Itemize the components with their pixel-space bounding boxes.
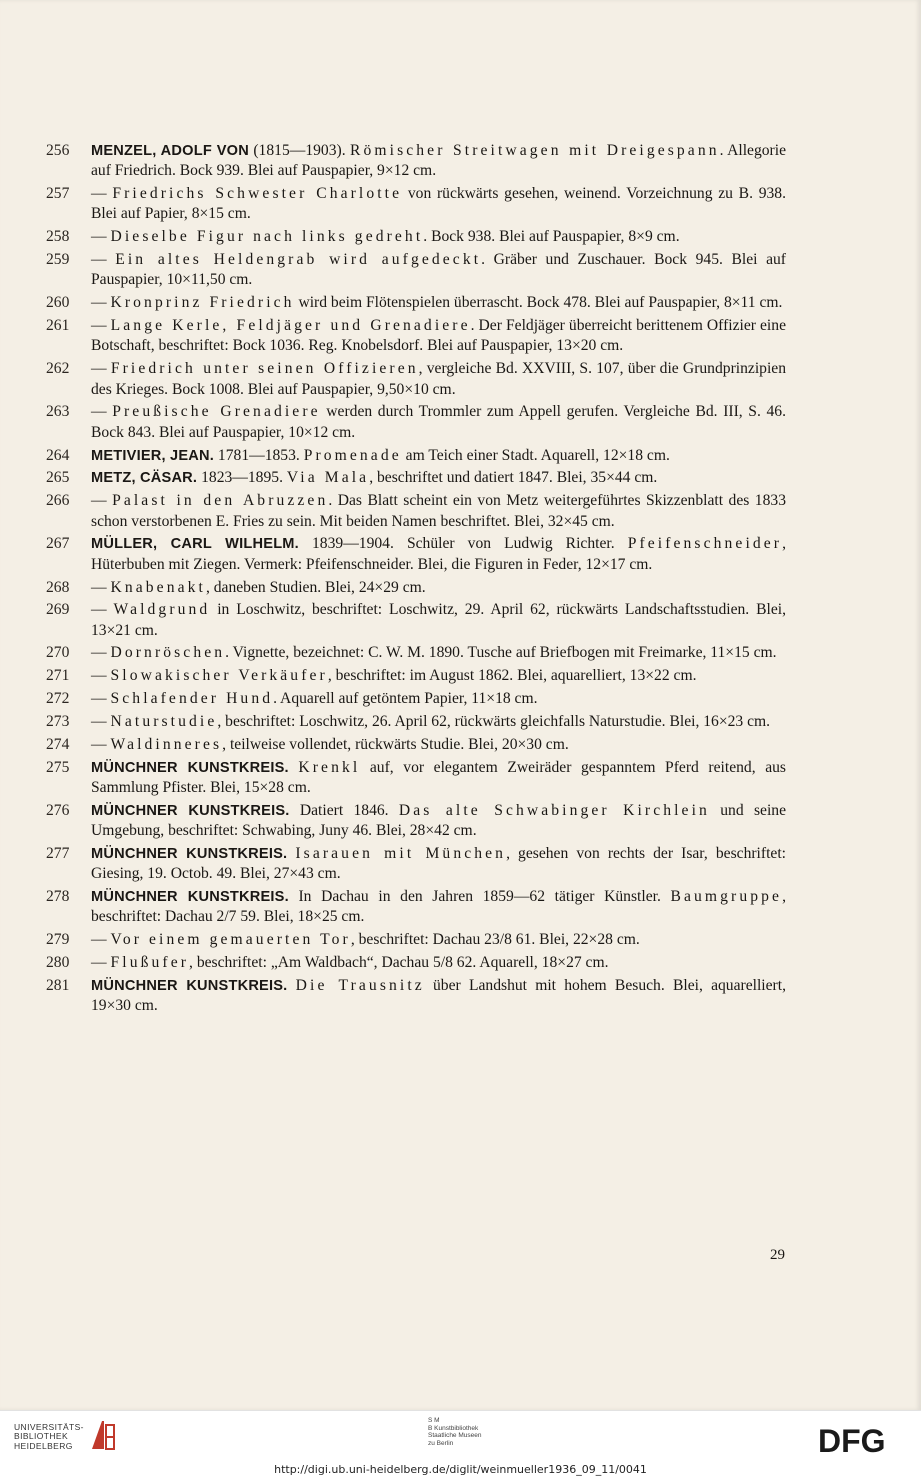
entry-description: 1781—1853. <box>217 446 304 464</box>
page-url-link[interactable]: http://digi.ub.uni-heidelberg.de/diglit/weinmueller1936_09_11/0041 <box>274 1463 647 1476</box>
entry-description: — <box>91 713 111 731</box>
entry-number: 270 <box>46 644 70 662</box>
entry-description: — <box>91 578 111 596</box>
entry-number: 271 <box>46 667 70 685</box>
catalog-entry <box>46 227 786 247</box>
entry-number: 277 <box>46 844 70 862</box>
entry-description: — <box>91 492 113 510</box>
catalog-entry <box>46 184 786 225</box>
entry-description: , gesehen von rechts der Isar, beschriftet: Giesing, 19. Octob. 49. Blei, 27×43 cm. <box>91 844 786 883</box>
entry-description: . Vignette, bezeichnet: C. W. M. 1890. Tusche auf Briefbogen mit Freimarke, 11×15 cm. <box>225 644 777 662</box>
entry-number: 266 <box>46 492 70 510</box>
work-title: Naturstudie <box>110 713 218 731</box>
catalog-entry <box>46 689 786 709</box>
entry-number: 262 <box>46 360 70 378</box>
heidelberg-library-icon <box>90 1419 116 1455</box>
entry-description: auf, vor elegantem Zweiräder gespanntem Pferd reitend, aus Sammlung Pfister. Blei, 15×28 cm. <box>91 758 786 796</box>
work-title: Vor einem gemauerten Tor <box>110 931 351 949</box>
catalog-entry <box>46 666 786 686</box>
entry-number: 260 <box>46 294 70 312</box>
work-title: Krenkl <box>298 758 361 776</box>
entry-number: 273 <box>46 713 70 731</box>
entry-number: 269 <box>46 601 70 619</box>
stamp-line: B Kunstbibliothek <box>428 1424 479 1432</box>
entry-description: — <box>91 601 114 619</box>
artist-name: MÜNCHNER KUNSTKREIS. <box>91 977 288 994</box>
work-title: Lange Kerle, Feldjäger und Grenadiere <box>110 317 471 335</box>
catalog-entry <box>46 976 786 1017</box>
artist-name: METIVIER, JEAN. <box>91 447 215 464</box>
entry-description: — <box>91 403 113 421</box>
entry-description: — <box>91 667 111 685</box>
catalog-entries <box>46 141 786 1019</box>
entry-description: , beschriftet: „Am Waldbach“, Dachau 5/8 62. Aquarell, 18×27 cm. <box>189 954 609 972</box>
entry-description: , teilweise vollendet, rückwärts Studie. Blei, 20×30 cm. <box>222 735 569 753</box>
artist-name: MÜLLER, CARL WILHELM. <box>91 536 299 553</box>
catalog-entry <box>46 141 786 182</box>
work-title: Die Trausnitz <box>295 976 425 994</box>
entry-description: — <box>91 294 111 312</box>
entry-description: — <box>91 228 111 246</box>
work-title: Flußufer <box>110 954 190 972</box>
work-title: Pfeifenschneider <box>627 535 783 553</box>
entry-description: — <box>91 954 111 972</box>
catalog-entry <box>46 930 786 950</box>
catalog-entry <box>46 446 786 466</box>
entry-description: (1815—1903). <box>253 142 351 159</box>
entry-description: — <box>91 690 111 708</box>
catalog-entry <box>46 359 786 400</box>
catalog-entry <box>46 402 786 443</box>
entry-description: Datiert 1846. <box>299 801 399 819</box>
catalog-entry <box>46 293 786 313</box>
work-title: Waldinneres <box>110 735 223 753</box>
entry-number: 257 <box>46 185 70 203</box>
entry-description: , beschriftet: im August 1862. Blei, aquarelliert, 13×22 cm. <box>327 667 697 685</box>
entry-number: 261 <box>46 317 70 335</box>
entry-number: 276 <box>46 801 70 819</box>
entry-description: , beschriftet: Dachau 2/7 59. Blei, 18×25 cm. <box>91 888 786 926</box>
library-name-line: UNIVERSITÄTS- <box>14 1421 84 1432</box>
catalog-entry <box>46 491 786 532</box>
artist-name: MÜNCHNER KUNSTKREIS. <box>91 845 288 862</box>
entry-description: , vergleiche Bd. XXVIII, S. 107, über die Grundprinzipien des Krieges. Bock 1008. Blei auf Pauspapier, 9,50×10 cm. <box>91 360 786 398</box>
entry-number: 281 <box>46 976 70 994</box>
entry-number: 265 <box>46 469 70 487</box>
entry-description: . Allegorie auf Friedrich. Bock 939. Blei auf Pauspapier, 9×12 cm. <box>91 142 786 180</box>
entry-description: 1839—1904. Schüler von Ludwig Richter. <box>312 535 628 553</box>
entry-description: , Hüterbuben mit Ziegen. Vermerk: Pfeifenschneider. Blei, die Figuren in Feder, 12×17 cm. <box>91 535 786 573</box>
work-title: Dornröschen <box>110 644 226 662</box>
stamp-line: S M <box>428 1417 440 1424</box>
work-title: Dieselbe Figur nach links gedreht <box>110 228 424 246</box>
work-title: Baumgruppe <box>670 888 783 906</box>
work-title: Römischer Streitwagen mit Dreigespann <box>350 142 720 159</box>
catalog-entry <box>46 316 786 357</box>
entry-description: . Der Feldjäger überreicht berittenem Offizier eine Botschaft, beschriftet: Bock 1036. Reg. Knobelsdorf. Blei auf Pauspapier, 13×20 cm. <box>91 317 786 355</box>
entry-description: , beschriftet: Loschwitz, 26. April 62, rückwärts gleichfalls Naturstudie. Blei, 16×23 cm. <box>217 713 771 731</box>
catalog-entry <box>46 735 786 755</box>
entry-number: 268 <box>46 578 70 596</box>
entry-description: am Teich einer Stadt. Aquarell, 12×18 cm. <box>401 446 670 464</box>
work-title: Schlafender Hund <box>110 690 274 708</box>
work-title: Das alte Schwabinger Kirchlein <box>398 801 710 819</box>
catalog-entry <box>46 534 786 575</box>
entry-description: — <box>91 317 111 335</box>
entry-description: über Landshut mit hohem Besuch. Blei, aquarelliert, 19×30 cm. <box>91 976 786 1015</box>
library-name-line: HEIDELBERG <box>14 1440 73 1451</box>
entry-description: — <box>91 185 113 203</box>
entry-number: 259 <box>46 251 70 269</box>
work-title: Via Mala <box>286 469 370 487</box>
work-title: Preußische Grenadiere <box>112 403 321 421</box>
entry-description: In Dachau in den Jahren 1859—62 tätiger Künstler. <box>298 888 671 906</box>
work-title: Isarauen mit München <box>295 844 507 862</box>
entry-description: — <box>91 251 116 269</box>
entry-number: 256 <box>46 142 70 159</box>
artist-name: MÜNCHNER KUNSTKREIS. <box>91 889 289 906</box>
entry-number: 263 <box>46 403 70 421</box>
library-name <box>14 1423 84 1452</box>
dfg-logo[interactable] <box>818 1425 908 1459</box>
catalog-entry <box>46 758 786 799</box>
artist-name: MÜNCHNER KUNSTKREIS. <box>91 759 289 776</box>
work-title: Slowakischer Verkäufer <box>110 667 328 685</box>
artist-name: MÜNCHNER KUNSTKREIS. <box>91 802 290 819</box>
entry-description: , beschriftet und datiert 1847. Blei, 35×44 cm. <box>369 469 658 487</box>
stamp-line: Staatliche Museen <box>428 1432 482 1439</box>
entry-description: — <box>91 360 111 378</box>
work-title: Ein altes Heldengrab wird aufgedeckt <box>115 251 482 269</box>
library-name-line: BIBLIOTHEK <box>14 1431 69 1442</box>
artist-name: METZ, CÄSAR. <box>91 470 198 487</box>
work-title: Kronprinz Friedrich <box>110 294 295 312</box>
entry-description: . Aquarell auf getöntem Papier, 11×18 cm. <box>273 690 538 708</box>
entry-description: — <box>91 735 111 753</box>
catalog-entry <box>46 600 786 641</box>
entry-description: werden durch Trommler zum Appell gerufen. Vergleiche Bd. III, S. 46. Bock 843. Blei auf Pauspapier, 10×12 cm. <box>91 403 786 441</box>
entry-number: 274 <box>46 735 70 753</box>
entry-description: , beschriftet: Dachau 23/8 61. Blei, 22×28 cm. <box>350 931 640 949</box>
work-title: Friedrich unter seinen Offizieren <box>110 360 419 378</box>
catalog-entry <box>46 953 786 973</box>
entry-number: 258 <box>46 228 70 246</box>
museum-stamp <box>428 1417 481 1447</box>
work-title: Promenade <box>303 446 402 464</box>
entry-number: 267 <box>46 535 70 553</box>
entry-description: in Loschwitz, beschriftet: Loschwitz, 29. April 62, rückwärts Landschaftsstudien. Blei, 13×21 cm. <box>91 601 786 639</box>
entry-number: 280 <box>46 954 70 972</box>
work-title: Knabenakt <box>110 578 206 596</box>
catalog-entry <box>46 468 786 488</box>
catalog-entry <box>46 887 786 928</box>
entry-number: 279 <box>46 931 70 949</box>
entry-description: von rückwärts gesehen, weinend. Vorzeichnung zu B. 938. Blei auf Papier, 8×15 cm. <box>91 185 786 223</box>
stamp-line: zu Berlin <box>428 1439 454 1447</box>
entry-description: . Bock 938. Blei auf Pauspapier, 8×9 cm. <box>423 228 680 246</box>
entry-description: , daneben Studien. Blei, 24×29 cm. <box>205 578 426 596</box>
entry-description: und seine Umgebung, beschriftet: Schwabing, Juny 46. Blei, 28×42 cm. <box>91 801 786 840</box>
work-title: Palast in den Abruzzen <box>112 492 329 510</box>
entry-description: . Das Blatt scheint ein von Metz weitergeführtes Skizzenblatt des 1833 schon verstorbenen E. Fries zu sein. Mit beiden Namen beschriftet. Blei, 32×45 cm. <box>91 492 786 530</box>
entry-description: — <box>91 644 111 662</box>
catalog-entry <box>46 844 786 885</box>
work-title: Waldgrund <box>113 601 211 619</box>
dfg-logo-text: DFG <box>818 1425 886 1455</box>
library-logo[interactable] <box>14 1419 116 1455</box>
catalog-entry <box>46 643 786 663</box>
footer-bar <box>0 1410 921 1477</box>
entry-number: 264 <box>46 446 70 464</box>
catalog-entry <box>46 250 786 291</box>
page-number: 29 <box>770 1247 785 1263</box>
work-title: Friedrichs Schwester Charlotte <box>112 185 403 203</box>
catalog-entry <box>46 712 786 732</box>
entry-description: wird beim Flötenspielen überrascht. Bock 478. Blei auf Pauspapier, 8×11 cm. <box>294 294 783 312</box>
entry-description: . Gräber und Zuschauer. Bock 945. Blei auf Pauspapier, 10×11,50 cm. <box>91 251 786 289</box>
entry-number: 278 <box>46 888 70 906</box>
catalog-entry <box>46 578 786 598</box>
entry-description: 1823—1895. <box>201 469 287 487</box>
catalog-entry <box>46 801 786 842</box>
entry-description: — <box>91 931 111 949</box>
artist-name: MENZEL, ADOLF VON <box>91 143 249 159</box>
entry-number: 275 <box>46 758 70 776</box>
entry-number: 272 <box>46 690 70 708</box>
